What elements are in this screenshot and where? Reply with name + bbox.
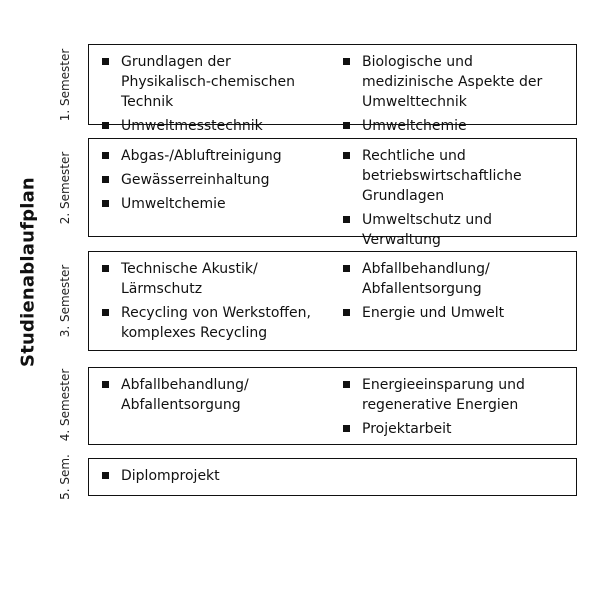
page-title: Studienablaufplan (17, 177, 39, 367)
bullet-icon (102, 176, 109, 183)
course-label: Gewässerreinhaltung (121, 172, 270, 188)
semester-label-4: 4. Semester (58, 368, 72, 442)
bullet-icon (102, 472, 109, 479)
list-item (101, 259, 323, 299)
list-item (342, 303, 564, 323)
bullet-icon (102, 381, 109, 388)
semester-box-2 (88, 138, 577, 248)
semester-label-1: 1. Semester (58, 48, 72, 122)
semester-3-right-list (342, 259, 564, 327)
course-label: Biologische und medizinische Aspekte der Umwelttechnik (362, 54, 543, 110)
list-item (342, 259, 564, 299)
list-item (342, 210, 564, 250)
list-item (101, 170, 323, 190)
semester-2-left-list (101, 146, 323, 218)
list-item (342, 116, 564, 136)
course-label: Abgas-/Abluftreinigung (121, 148, 282, 164)
semester-box-5 (88, 458, 577, 496)
semester-5-left-list (101, 466, 323, 490)
bullet-icon (343, 425, 350, 432)
course-label: Recycling von Werkstoffen, komplexes Recycling (121, 305, 311, 341)
bullet-icon (343, 265, 350, 272)
list-item (101, 146, 323, 166)
list-item (342, 419, 564, 439)
bullet-icon (102, 152, 109, 159)
semester-4-left-list (101, 375, 323, 419)
bullet-icon (343, 152, 350, 159)
course-label: Umweltmesstechnik (121, 118, 263, 134)
semester-2-right-list (342, 146, 564, 254)
list-item (342, 52, 564, 112)
bullet-icon (343, 122, 350, 129)
course-label: Rechtliche und betriebswirtschaftliche Grundlagen (362, 148, 522, 204)
course-label: Diplomprojekt (121, 468, 220, 484)
bullet-icon (343, 381, 350, 388)
semester-1-right-list (342, 52, 564, 140)
bullet-icon (102, 200, 109, 207)
semester-label-5: 5. Sem. (58, 454, 72, 500)
semester-box-3 (88, 251, 577, 351)
bullet-icon (102, 265, 109, 272)
course-label: Umweltchemie (121, 196, 226, 212)
bullet-icon (343, 309, 350, 316)
list-item (101, 194, 323, 214)
course-label: Umweltschutz und Verwaltung (362, 212, 492, 248)
list-item (101, 375, 323, 415)
course-label: Technische Akustik/ Lärmschutz (121, 261, 258, 297)
bullet-icon (343, 58, 350, 65)
list-item (342, 146, 564, 206)
semester-label-2: 2. Semester (58, 151, 72, 225)
list-item (101, 52, 323, 112)
bullet-icon (343, 216, 350, 223)
semester-1-left-list (101, 52, 323, 140)
list-item (101, 116, 323, 136)
course-label: Umweltchemie (362, 118, 467, 134)
course-label: Projektarbeit (362, 421, 452, 437)
course-label: Energie und Umwelt (362, 305, 505, 321)
bullet-icon (102, 58, 109, 65)
list-item (101, 303, 323, 343)
course-label: Energieeinsparung und regenerative Energien (362, 377, 525, 413)
bullet-icon (102, 122, 109, 129)
course-label: Abfallbehandlung/ Abfallentsorgung (121, 377, 249, 413)
list-item (342, 375, 564, 415)
semester-box-1 (88, 44, 577, 134)
course-label: Abfallbehandlung/ Abfallentsorgung (362, 261, 490, 297)
list-item (101, 466, 323, 486)
semester-3-left-list (101, 259, 323, 347)
semester-4-right-list (342, 375, 564, 443)
bullet-icon (102, 309, 109, 316)
semester-label-3: 3. Semester (58, 264, 72, 338)
semester-box-4 (88, 367, 577, 445)
course-label: Grundlagen der Physikalisch-chemischen Technik (121, 54, 295, 110)
